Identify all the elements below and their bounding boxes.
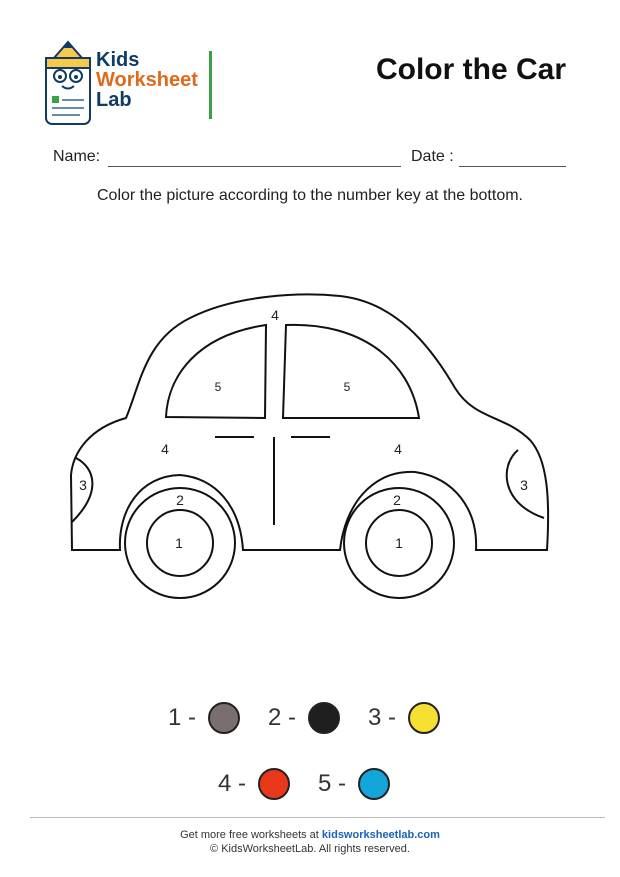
page-title: Color the Car	[375, 53, 566, 86]
key-label: 3 -	[368, 704, 397, 731]
footer-copyright: © KidsWorksheetLab. All rights reserved.	[210, 843, 410, 855]
label-window-left: 5	[214, 380, 222, 394]
key-label: 5 -	[318, 770, 347, 797]
color-swatch-2	[308, 702, 340, 734]
footer-divider	[30, 817, 605, 818]
left-window-outline	[166, 325, 266, 418]
name-field[interactable]	[108, 166, 401, 167]
car-outline-illustration	[60, 285, 560, 605]
footer-line-1	[0, 829, 620, 841]
label-roof: 4	[271, 307, 279, 323]
logo-kids-text: Kids	[96, 49, 140, 71]
label-tire-left: 2	[176, 492, 184, 508]
pencil-mascot-icon	[40, 40, 100, 130]
instructions: Color the picture according to the number key at the bottom.	[96, 187, 523, 204]
key-label: 2 -	[268, 704, 297, 731]
logo-worksheet-text: Worksheet	[96, 69, 198, 91]
key-item-2	[268, 702, 340, 734]
header-divider	[209, 51, 212, 119]
label-tire-right: 2	[393, 492, 401, 508]
footer-website-link[interactable]: kidsworksheetlab.com	[321, 829, 440, 841]
label-hub-left: 1	[175, 535, 183, 551]
color-key-row-2	[218, 768, 418, 800]
key-item-1	[168, 702, 240, 734]
car-body-outline	[71, 295, 548, 550]
label-body-left: 4	[161, 441, 169, 457]
label-window-right: 5	[343, 380, 351, 394]
key-label: 4 -	[218, 770, 247, 797]
key-item-5	[318, 768, 390, 800]
key-item-4	[218, 768, 290, 800]
color-swatch-3	[408, 702, 440, 734]
color-swatch-1	[208, 702, 240, 734]
key-label: 1 -	[168, 704, 197, 731]
color-key-row-1	[168, 702, 468, 734]
label-light-back: 3	[79, 477, 87, 493]
logo-lab-text: Lab	[96, 89, 132, 111]
date-field[interactable]	[459, 166, 566, 167]
date-label: Date :	[411, 148, 454, 165]
logo-wordmark	[96, 50, 198, 110]
color-swatch-5	[358, 768, 390, 800]
color-swatch-4	[258, 768, 290, 800]
label-light-front: 3	[520, 477, 528, 493]
label-body-right: 4	[394, 441, 402, 457]
right-window-outline	[283, 325, 419, 418]
key-item-3	[368, 702, 440, 734]
footer-prefix: Get more free worksheets at	[180, 829, 322, 841]
name-label: Name:	[53, 148, 101, 165]
label-hub-right: 1	[395, 535, 403, 551]
